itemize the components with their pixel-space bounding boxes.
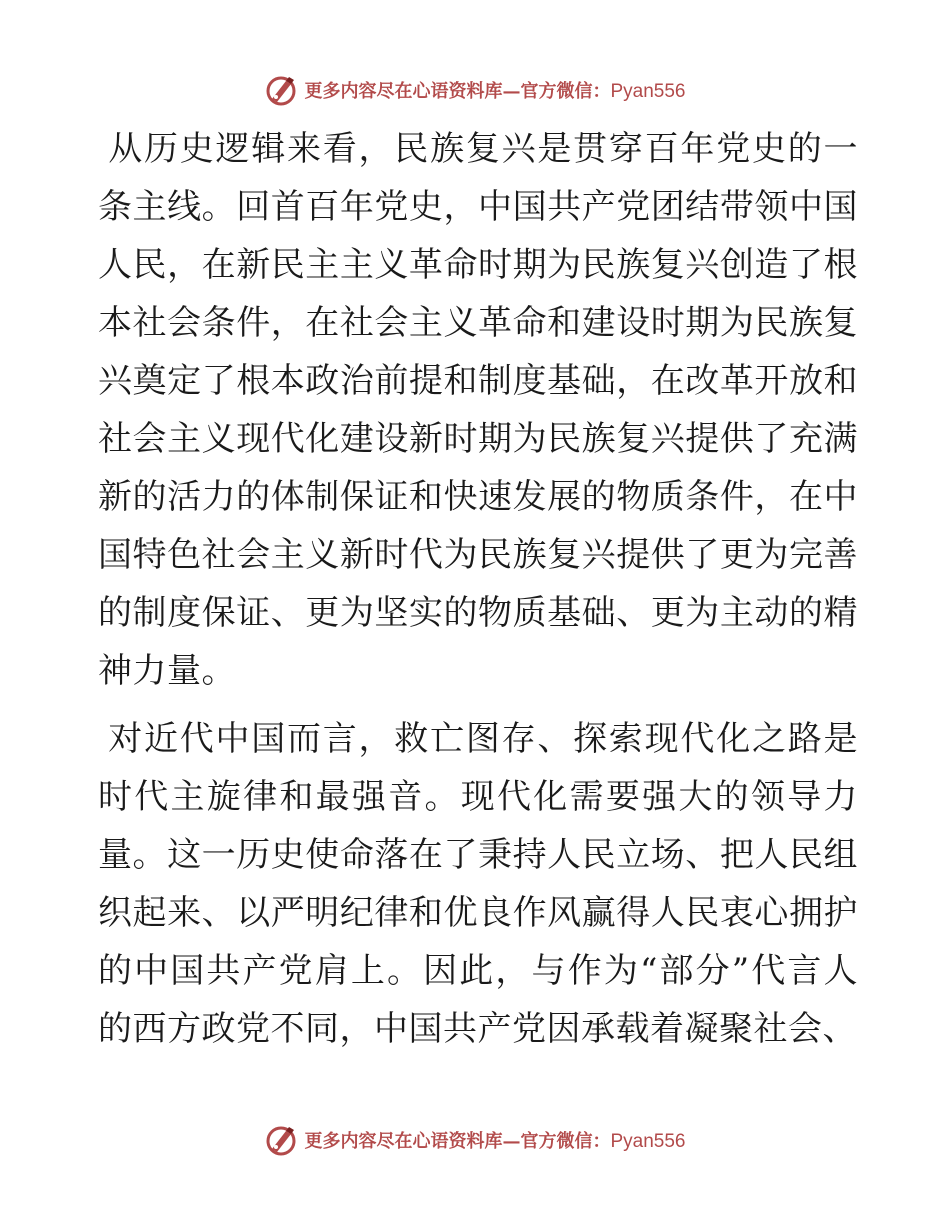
footer-banner-text: 更多内容尽在心语资料库—官方微信：Pyan556 <box>304 1131 686 1152</box>
paragraph-2: 对近代中国而言，救亡图存、探索现代化之路是时代主旋律和最强音。现代化需要强大的领导力量。这一历史使命落在了秉持人民立场、把人民组织起来、以严明纪律和优良作风赢得人民衷心拥护的中国共产党肩上。因此，与作为“部分”代言人的西方政党不同，中国共产党因承载着凝聚社会、 <box>98 719 858 1049</box>
footer-watermark-banner <box>0 1120 950 1160</box>
header-wechat-id: Pyan556 <box>610 81 686 102</box>
header-banner-text: 更多内容尽在心语资料库—官方微信：Pyan556 <box>304 81 686 102</box>
header-watermark-banner <box>0 70 950 110</box>
paragraph-1: 从历史逻辑来看，民族复兴是贯穿百年党史的一条主线。回首百年党史，中国共产党团结带领中国人民，在新民主主义革命时期为民族复兴创造了根本社会条件，在社会主义革命和建设时期为民族复兴奠定了根本政治前提和制度基础，在改革开放和社会主义现代化建设新时期为民族复兴提供了充满新的活力的体制保证和快速发展的物质条件，在中国特色社会主义新时代为民族复兴提供了更为完善的制度保证、更为坚实的物质基础、更为主动的精神力量。 <box>98 129 858 691</box>
document-body <box>98 120 858 1058</box>
pen-logo-icon <box>264 73 298 107</box>
pen-logo-icon <box>264 1123 298 1157</box>
footer-wechat-id: Pyan556 <box>610 1131 686 1152</box>
